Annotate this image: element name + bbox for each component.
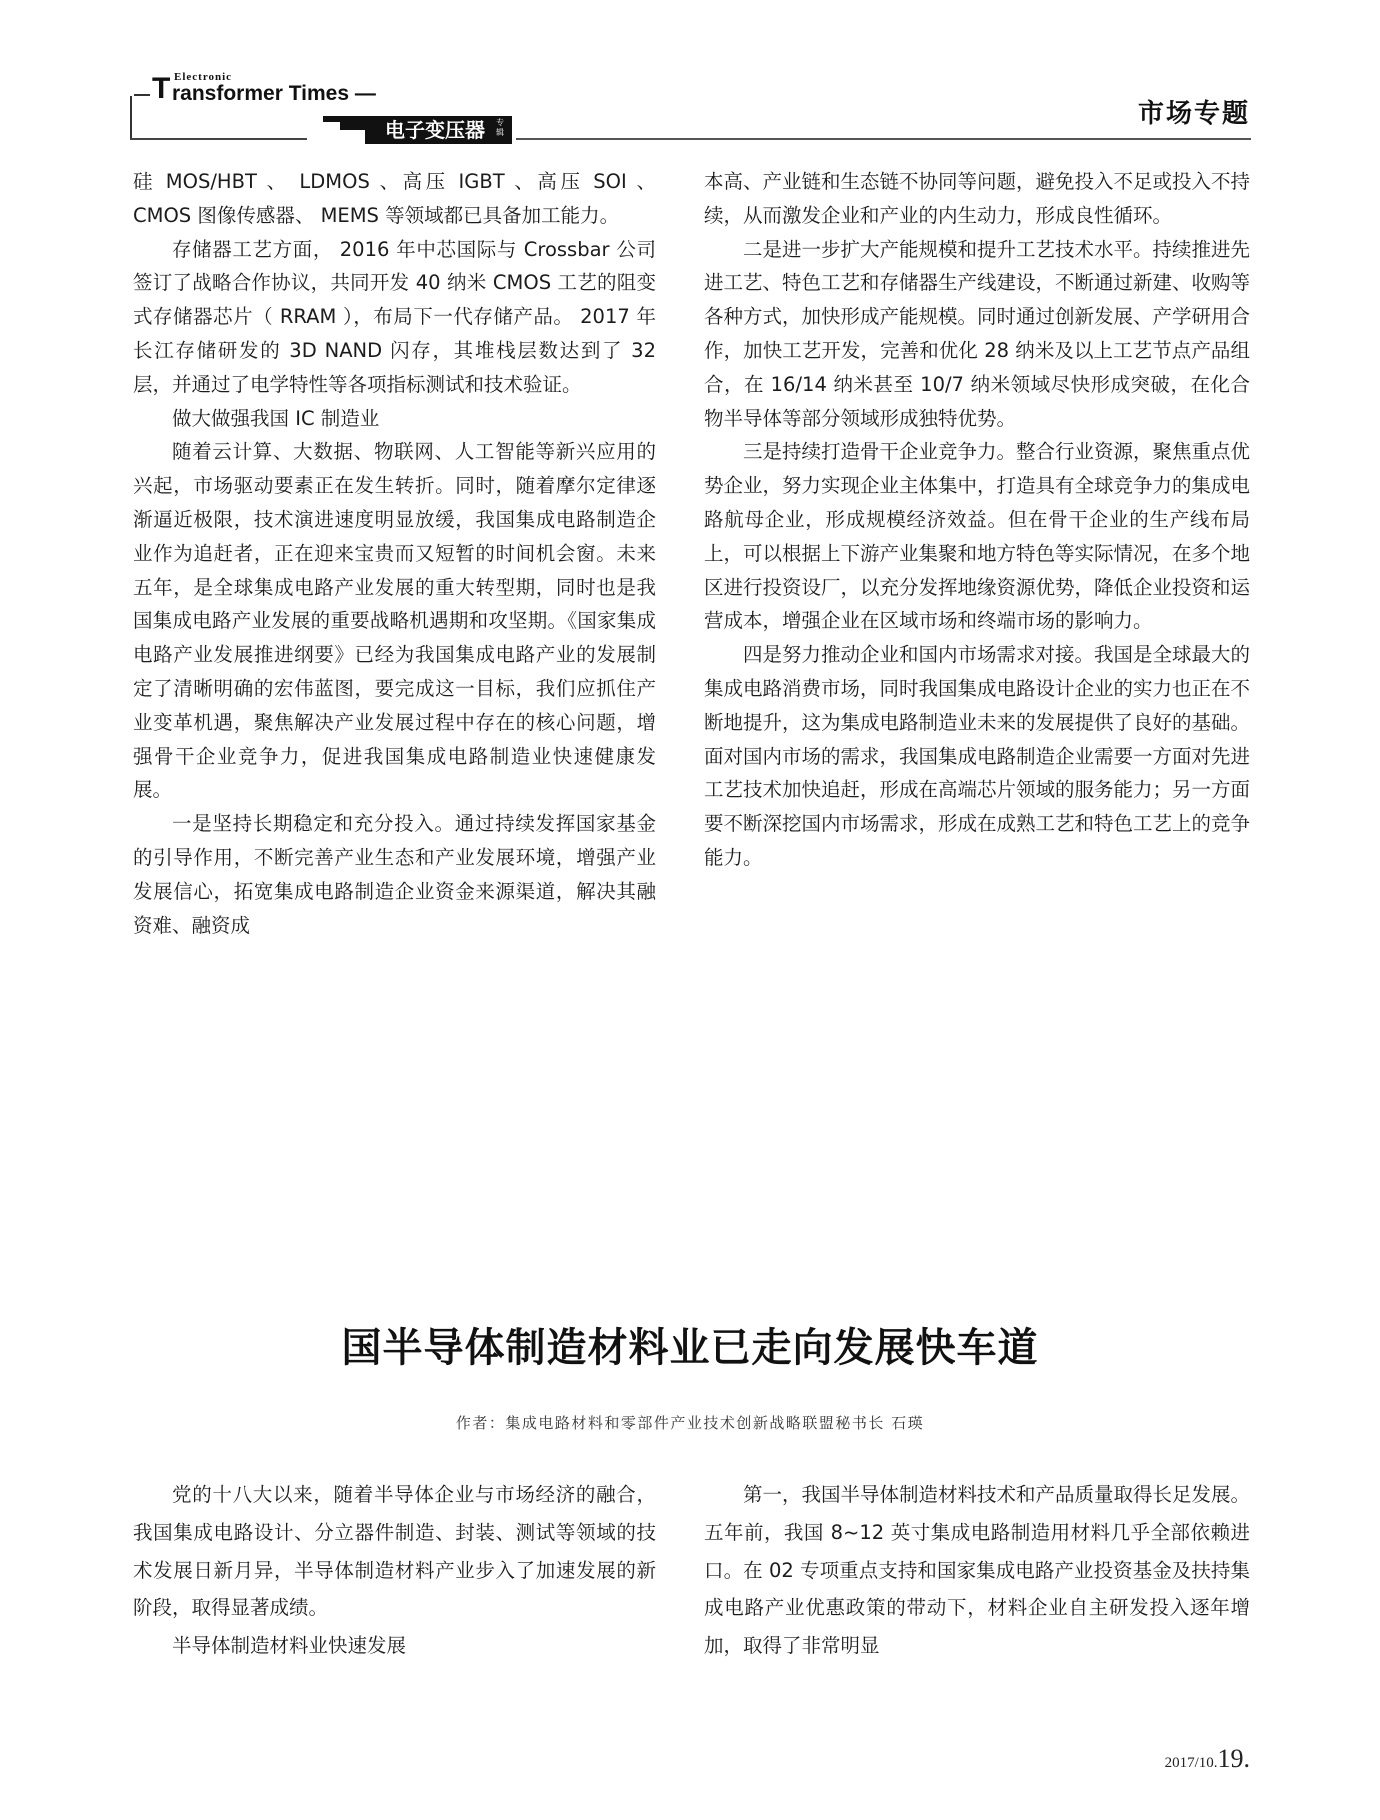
paragraph: 随着云计算、大数据、物联网、人工智能等新兴应用的兴起，市场驱动要素正在发生转折。同时，随着摩尔定律逐渐逼近极限，技术演进速度明显放缓，我国集成电路制造企业作为追赶者，正在迎来宝贵而又短暂的时间机会窗。未来五年，是全球集成电路产业发展的重大转型期，同时也是我国集成电路产业发展的重要战略机遇期和攻坚期。《国家集成电路产业发展推进纲要》已经为我国集成电路产业的发展制定了清晰明确的宏伟蓝图，要完成这一目标，我们应抓住产业变革机遇，聚焦解决产业发展过程中存在的核心问题，增强骨干企业竞争力，促进我国集成电路制造业快速健康发展。	[133, 440, 656, 802]
upper-right-column	[704, 165, 1250, 875]
masthead-cn-subtitle: 专辑	[496, 118, 504, 137]
logo-initial: T	[152, 72, 171, 105]
logo-electronic: Electronic	[174, 71, 233, 83]
masthead-rule	[516, 138, 1251, 140]
masthead-cn-title: 电子变压器	[385, 118, 485, 142]
article-right-column	[704, 1476, 1250, 1665]
paragraph: 硅 MOS/HBT 、 LDMOS 、高压 IGBT 、高压 SOI 、 CMOS 图像传感器、 MEMS 等领域都已具备加工能力。	[133, 170, 656, 227]
paragraph: 一是坚持长期稳定和充分投入。通过持续发挥国家基金的引导作用，不断完善产业生态和产业发展环境，增强产业发展信心，拓宽集成电路制造企业资金来源渠道，解决其融资难、融资成	[133, 812, 656, 937]
masthead-logo	[130, 72, 390, 112]
issue-date: 2017/10.	[1164, 1755, 1218, 1771]
page-folio	[1165, 1744, 1250, 1774]
paragraph: 四是努力推动企业和国内市场需求对接。我国是全球最大的集成电路消费市场，同时我国集成电路设计企业的实力也正在不断地提升，这为集成电路制造业未来的发展提供了良好的基础。面对国内市场的需求，我国集成电路制造企业需要一方面对先进工艺技术加快追赶，形成在高端芯片领域的服务能力；另一方面要不断深挖国内市场需求，形成在成熟工艺和特色工艺上的竞争能力。	[704, 643, 1251, 869]
subheading: 半导体制造材料业快速发展	[172, 1634, 407, 1658]
paragraph: 党的十八大以来，随着半导体企业与市场经济的融合，我国集成电路设计、分立器件制造、封装、测试等领域的技术发展日新月异，半导体制造材料产业步入了加速发展的新阶段，取得显著成绩。	[133, 1483, 656, 1620]
subheading: 做大做强我国 IC 制造业	[172, 406, 380, 430]
page-number: 19.	[1217, 1744, 1250, 1773]
logo-transformer-times: ransformer Times —	[172, 82, 376, 105]
upper-left-column	[133, 165, 656, 942]
masthead-rule	[130, 138, 307, 140]
paragraph: 二是进一步扩大产能规模和提升工艺技术水平。持续推进先进工艺、特色工艺和存储器生产线建设，不断通过新建、收购等各种方式，加快形成产能规模。同时通过创新发展、产学研用合作，加快工艺开发，完善和优化 28 纳米及以上工艺节点产品组合，在 16/14 纳米甚至 10/7 纳米领域尽快形成突破，在化合物半导体等部分领域形成独特优势。	[704, 237, 1251, 430]
article-byline: 作者：集成电路材料和零部件产业技术创新战略联盟秘书长 石瑛	[455, 1414, 925, 1432]
section-title: 市场专题	[1137, 99, 1250, 129]
article-title: 国半导体制造材料业已走向发展快车道	[341, 1324, 1039, 1371]
paragraph: 第一，我国半导体制造材料技术和产品质量取得长足发展。五年前，我国 8~12 英寸集成电路制造用材料几乎全部依赖进口。在 02 专项重点支持和国家集成电路产业投资基金及扶持集成电路产业优惠政策的带动下，材料企业自主研发投入逐年增加，取得了非常明显	[704, 1483, 1251, 1658]
article-left-column	[133, 1476, 656, 1665]
paragraph: 本高、产业链和生态链不协同等问题，避免投入不足或投入不持续，从而激发企业和产业的内生动力，形成良性循环。	[704, 170, 1251, 227]
paragraph: 存储器工艺方面， 2016 年中芯国际与 Crossbar 公司签订了战略合作协议，共同开发 40 纳米 CMOS 工艺的阻变式存储器芯片（ RRAM ），布局下一代存储产品。 2017 年长江存储研发的 3D NAND 闪存，其堆栈层数达到了 32 层，并通过了电学特性等各项指标测试和技术验证。	[133, 237, 656, 396]
paragraph: 三是持续打造骨干企业竞争力。整合行业资源，聚焦重点优势企业，努力实现企业主体集中，打造具有全球竞争力的集成电路航母企业，形成规模经济效益。但在骨干企业的生产线布局上，可以根据上下游产业集聚和地方特色等实际情况，在多个地区进行投资设厂，以充分发挥地缘资源优势，降低企业投资和运营成本，增强企业在区域市场和终端市场的影响力。	[704, 440, 1251, 633]
